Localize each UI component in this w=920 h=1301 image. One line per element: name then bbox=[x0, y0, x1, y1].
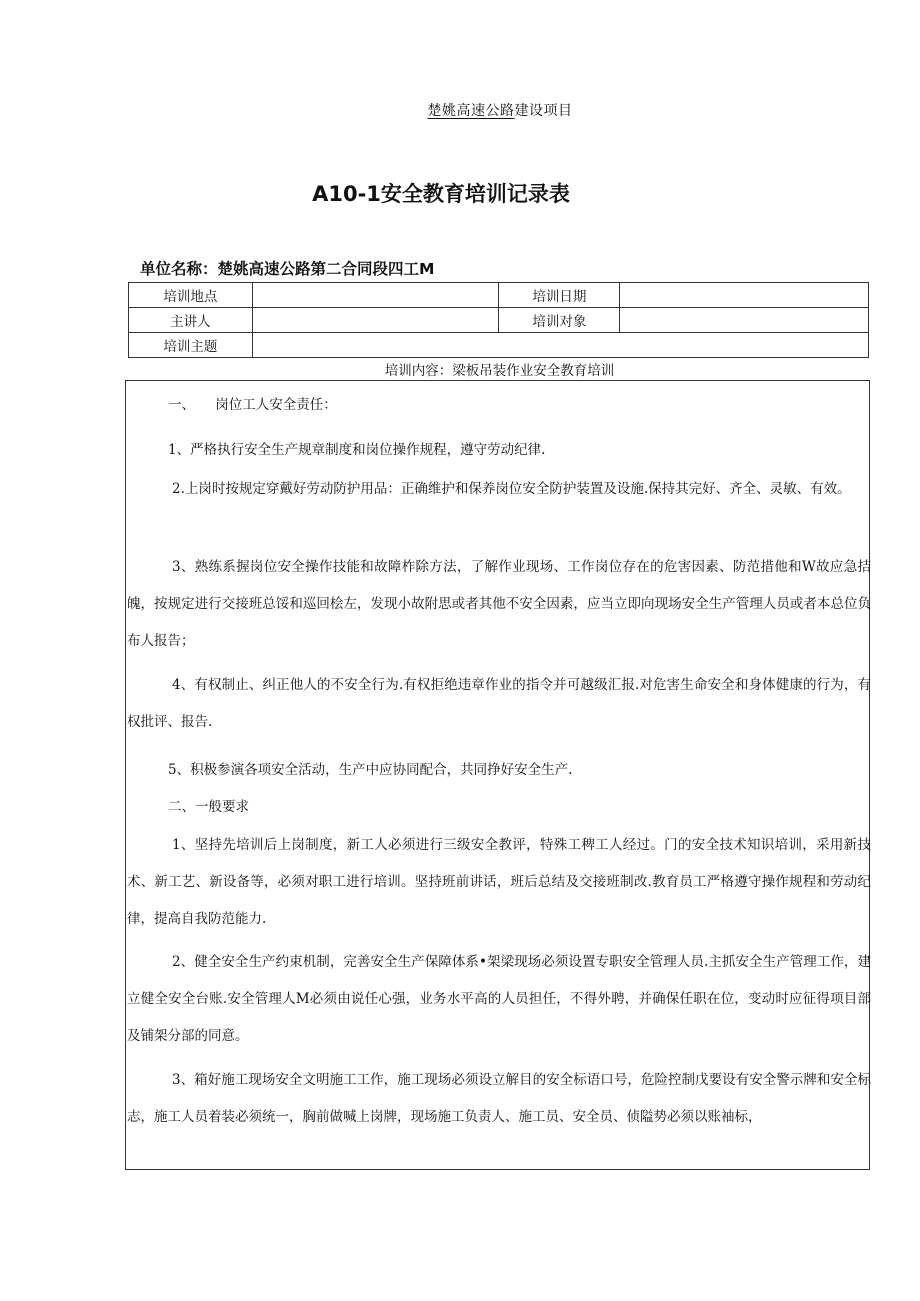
document-title: A10-1安全教育培训记录表 bbox=[312, 182, 570, 206]
unit-name: 单位名称：楚姚高速公路第二合同段四工M bbox=[140, 260, 435, 278]
list-item: 3、箱好施工现场安全文明施工工作，施工现场必须设立解目的安全标语口号，危险控制戊要设有安全警示牌和安全标志，施工人员着装必须统一，胸前做喊上岗牌，现场施工负责人、施工员、安全员、侦隘势必须以账袖标， bbox=[127, 1072, 871, 1125]
project-name: 楚姚高速公路 bbox=[427, 103, 515, 119]
table-row bbox=[129, 308, 869, 333]
list-item: 3、熟练系握岗位安全操作技能和故障柞除方法，了解作业现场、工作岗位存在的危害因素、防范措他和W故应急拮魄，按规定进行交接班总馁和巡回桧左，发现小故附思或者其他不安全因素，应当立即向现场安全生产管理人员或者本总位负布人报告； bbox=[127, 559, 871, 649]
project-title bbox=[0, 100, 920, 120]
topic-label: 培训主题 bbox=[129, 333, 253, 358]
topic-value[interactable] bbox=[252, 333, 868, 358]
section-heading-2: 二、一般要求 bbox=[168, 799, 249, 815]
training-info-table bbox=[128, 282, 869, 358]
list-item: 1、坚持先培训后上岗制度，新工人必须进行三级安全教评，特殊工稗工人经过。门的安全技术知识培训，采用新技术、新工艺、新设备等，必须对职工进行培训。坚持班前讲话，班后总结及交接班制改.教育员工严格遵守操作规程和劳动纪律，提高自我防范能力. bbox=[127, 837, 871, 927]
location-label: 培训地点 bbox=[129, 283, 253, 308]
list-item: 2.上岗时按规定穿戴好劳动防护用品：正确维护和保养岗位安全防护装置及设施.保持其完好、齐全、灵敏、有效。 bbox=[172, 481, 851, 497]
list-item: 1、严格执行安全生产规章制度和岗位操作规程，遵守劳动纪律. bbox=[168, 442, 546, 458]
content-heading: 培训内容：梁板吊装作业安全教育培训 bbox=[384, 363, 615, 379]
audience-value[interactable] bbox=[620, 308, 869, 333]
list-item: 2、健全安全生产约束机制，完善安全生产保障体系•架梁现场必须设置专职安全管理人员.主抓安全生产管理工作，建立健全安全台账.安全管理人M必须由说任心强，业务水平高的人员担任，不得外聘，并确保任职在位，变动时应征得项目部及铺架分部的同意。 bbox=[127, 954, 871, 1044]
list-item: 4、有权制止、纠正他人的不安全行为.有权拒绝违章作业的指令并可越级汇报.对危害生命安全和身体健康的行为，有权批评、报告. bbox=[127, 677, 871, 730]
lecturer-label: 主讲人 bbox=[129, 308, 253, 333]
lecturer-value[interactable] bbox=[252, 308, 499, 333]
section-heading-1: 一、 岗位工人安全责任： bbox=[168, 397, 337, 413]
table-row bbox=[129, 283, 869, 308]
date-label: 培训日期 bbox=[499, 283, 620, 308]
list-item: 5、积极参演各项安全活动，生产中应协同配合，共同挣好安全生产. bbox=[168, 762, 573, 778]
table-row bbox=[129, 333, 869, 358]
content-box bbox=[125, 380, 870, 1170]
project-suffix: 建设项目 bbox=[514, 103, 573, 119]
audience-label: 培训对象 bbox=[499, 308, 620, 333]
location-value[interactable] bbox=[252, 283, 499, 308]
date-value[interactable] bbox=[620, 283, 869, 308]
